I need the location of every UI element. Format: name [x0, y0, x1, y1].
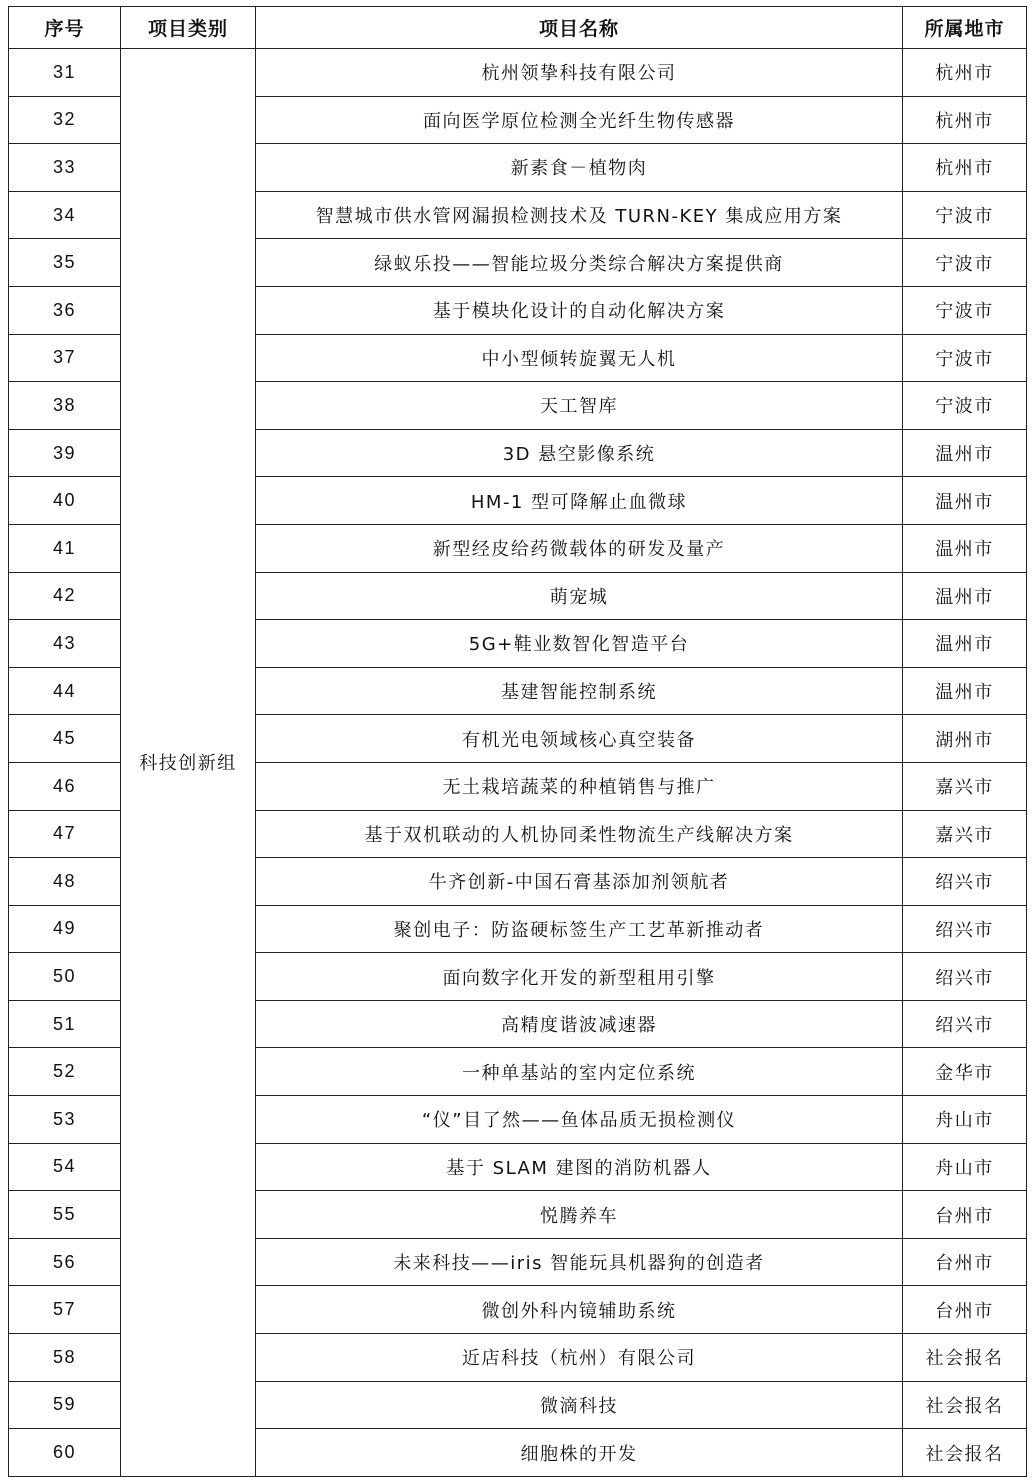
- row-city: 宁波市: [903, 286, 1027, 334]
- header-category: 项目类别: [121, 7, 256, 49]
- row-project-name: 杭州领挚科技有限公司: [256, 49, 903, 97]
- row-city: 嘉兴市: [903, 810, 1027, 858]
- row-project-name: 萌宠城: [256, 572, 903, 620]
- row-seq: 35: [9, 239, 121, 287]
- row-seq: 36: [9, 286, 121, 334]
- row-city: 绍兴市: [903, 858, 1027, 906]
- row-seq: 41: [9, 524, 121, 572]
- row-seq: 37: [9, 334, 121, 382]
- row-seq: 40: [9, 477, 121, 525]
- row-seq: 48: [9, 858, 121, 906]
- row-city: 杭州市: [903, 96, 1027, 144]
- row-city: 杭州市: [903, 49, 1027, 97]
- row-seq: 43: [9, 620, 121, 668]
- row-project-name: 一种单基站的室内定位系统: [256, 1048, 903, 1096]
- row-project-name: 悦腾养车: [256, 1191, 903, 1239]
- row-seq: 56: [9, 1238, 121, 1286]
- row-seq: 53: [9, 1096, 121, 1144]
- row-project-name: 绿蚁乐投——智能垃圾分类综合解决方案提供商: [256, 239, 903, 287]
- row-project-name: 基于双机联动的人机协同柔性物流生产线解决方案: [256, 810, 903, 858]
- row-project-name: 无土栽培蔬菜的种植销售与推广: [256, 762, 903, 810]
- row-seq: 57: [9, 1286, 121, 1334]
- row-project-name: 中小型倾转旋翼无人机: [256, 334, 903, 382]
- row-seq: 49: [9, 905, 121, 953]
- row-project-name: 高精度谐波减速器: [256, 1000, 903, 1048]
- row-seq: 52: [9, 1048, 121, 1096]
- row-city: 湖州市: [903, 715, 1027, 763]
- row-city: 舟山市: [903, 1096, 1027, 1144]
- row-project-name: 3D 悬空影像系统: [256, 429, 903, 477]
- row-project-name: 近店科技（杭州）有限公司: [256, 1334, 903, 1382]
- row-city: 嘉兴市: [903, 762, 1027, 810]
- row-project-name: 面向数字化开发的新型租用引擎: [256, 953, 903, 1001]
- table-row: [9, 49, 1027, 97]
- project-table: [8, 6, 1027, 1477]
- row-city: 绍兴市: [903, 1000, 1027, 1048]
- row-seq: 46: [9, 762, 121, 810]
- row-city: 社会报名: [903, 1334, 1027, 1382]
- row-seq: 45: [9, 715, 121, 763]
- row-city: 杭州市: [903, 144, 1027, 192]
- header-seq: 序号: [9, 7, 121, 49]
- row-project-name: “仪”目了然——鱼体品质无损检测仪: [256, 1096, 903, 1144]
- row-city: 社会报名: [903, 1381, 1027, 1429]
- row-city: 温州市: [903, 524, 1027, 572]
- row-seq: 44: [9, 667, 121, 715]
- row-project-name: 基于 SLAM 建图的消防机器人: [256, 1143, 903, 1191]
- row-project-name: 新素食－植物肉: [256, 144, 903, 192]
- row-project-name: 细胞株的开发: [256, 1429, 903, 1477]
- row-seq: 42: [9, 572, 121, 620]
- row-seq: 50: [9, 953, 121, 1001]
- header-name: 项目名称: [256, 7, 903, 49]
- row-seq: 38: [9, 382, 121, 430]
- row-city: 台州市: [903, 1238, 1027, 1286]
- row-city: 金华市: [903, 1048, 1027, 1096]
- row-seq: 39: [9, 429, 121, 477]
- row-project-name: 聚创电子：防盗硬标签生产工艺革新推动者: [256, 905, 903, 953]
- row-seq: 55: [9, 1191, 121, 1239]
- row-city: 温州市: [903, 477, 1027, 525]
- table-body: [9, 49, 1027, 1477]
- row-seq: 31: [9, 49, 121, 97]
- row-city: 绍兴市: [903, 953, 1027, 1001]
- row-seq: 51: [9, 1000, 121, 1048]
- row-seq: 33: [9, 144, 121, 192]
- row-project-name: 基建智能控制系统: [256, 667, 903, 715]
- row-project-name: 面向医学原位检测全光纤生物传感器: [256, 96, 903, 144]
- row-project-name: 微创外科内镜辅助系统: [256, 1286, 903, 1334]
- row-seq: 59: [9, 1381, 121, 1429]
- row-city: 温州市: [903, 429, 1027, 477]
- row-city: 绍兴市: [903, 905, 1027, 953]
- row-project-name: HM-1 型可降解止血微球: [256, 477, 903, 525]
- row-seq: 47: [9, 810, 121, 858]
- row-seq: 34: [9, 191, 121, 239]
- row-city: 温州市: [903, 667, 1027, 715]
- row-city: 宁波市: [903, 191, 1027, 239]
- row-city: 台州市: [903, 1286, 1027, 1334]
- row-seq: 32: [9, 96, 121, 144]
- row-project-name: 牛齐创新-中国石膏基添加剂领航者: [256, 858, 903, 906]
- row-city: 社会报名: [903, 1429, 1027, 1477]
- row-project-name: 未来科技——iris 智能玩具机器狗的创造者: [256, 1238, 903, 1286]
- row-city: 台州市: [903, 1191, 1027, 1239]
- header-city: 所属地市: [903, 7, 1027, 49]
- row-city: 温州市: [903, 620, 1027, 668]
- row-project-name: 微滴科技: [256, 1381, 903, 1429]
- row-project-name: 有机光电领域核心真空装备: [256, 715, 903, 763]
- row-project-name: 新型经皮给药微载体的研发及量产: [256, 524, 903, 572]
- row-city: 温州市: [903, 572, 1027, 620]
- row-project-name: 天工智库: [256, 382, 903, 430]
- category-cell: 科技创新组: [121, 49, 256, 1477]
- row-seq: 54: [9, 1143, 121, 1191]
- row-seq: 60: [9, 1429, 121, 1477]
- row-city: 宁波市: [903, 334, 1027, 382]
- row-project-name: 智慧城市供水管网漏损检测技术及 TURN-KEY 集成应用方案: [256, 191, 903, 239]
- row-city: 宁波市: [903, 382, 1027, 430]
- header-row: [9, 7, 1027, 49]
- row-project-name: 基于模块化设计的自动化解决方案: [256, 286, 903, 334]
- row-seq: 58: [9, 1334, 121, 1382]
- row-project-name: 5G+鞋业数智化智造平台: [256, 620, 903, 668]
- row-city: 宁波市: [903, 239, 1027, 287]
- row-city: 舟山市: [903, 1143, 1027, 1191]
